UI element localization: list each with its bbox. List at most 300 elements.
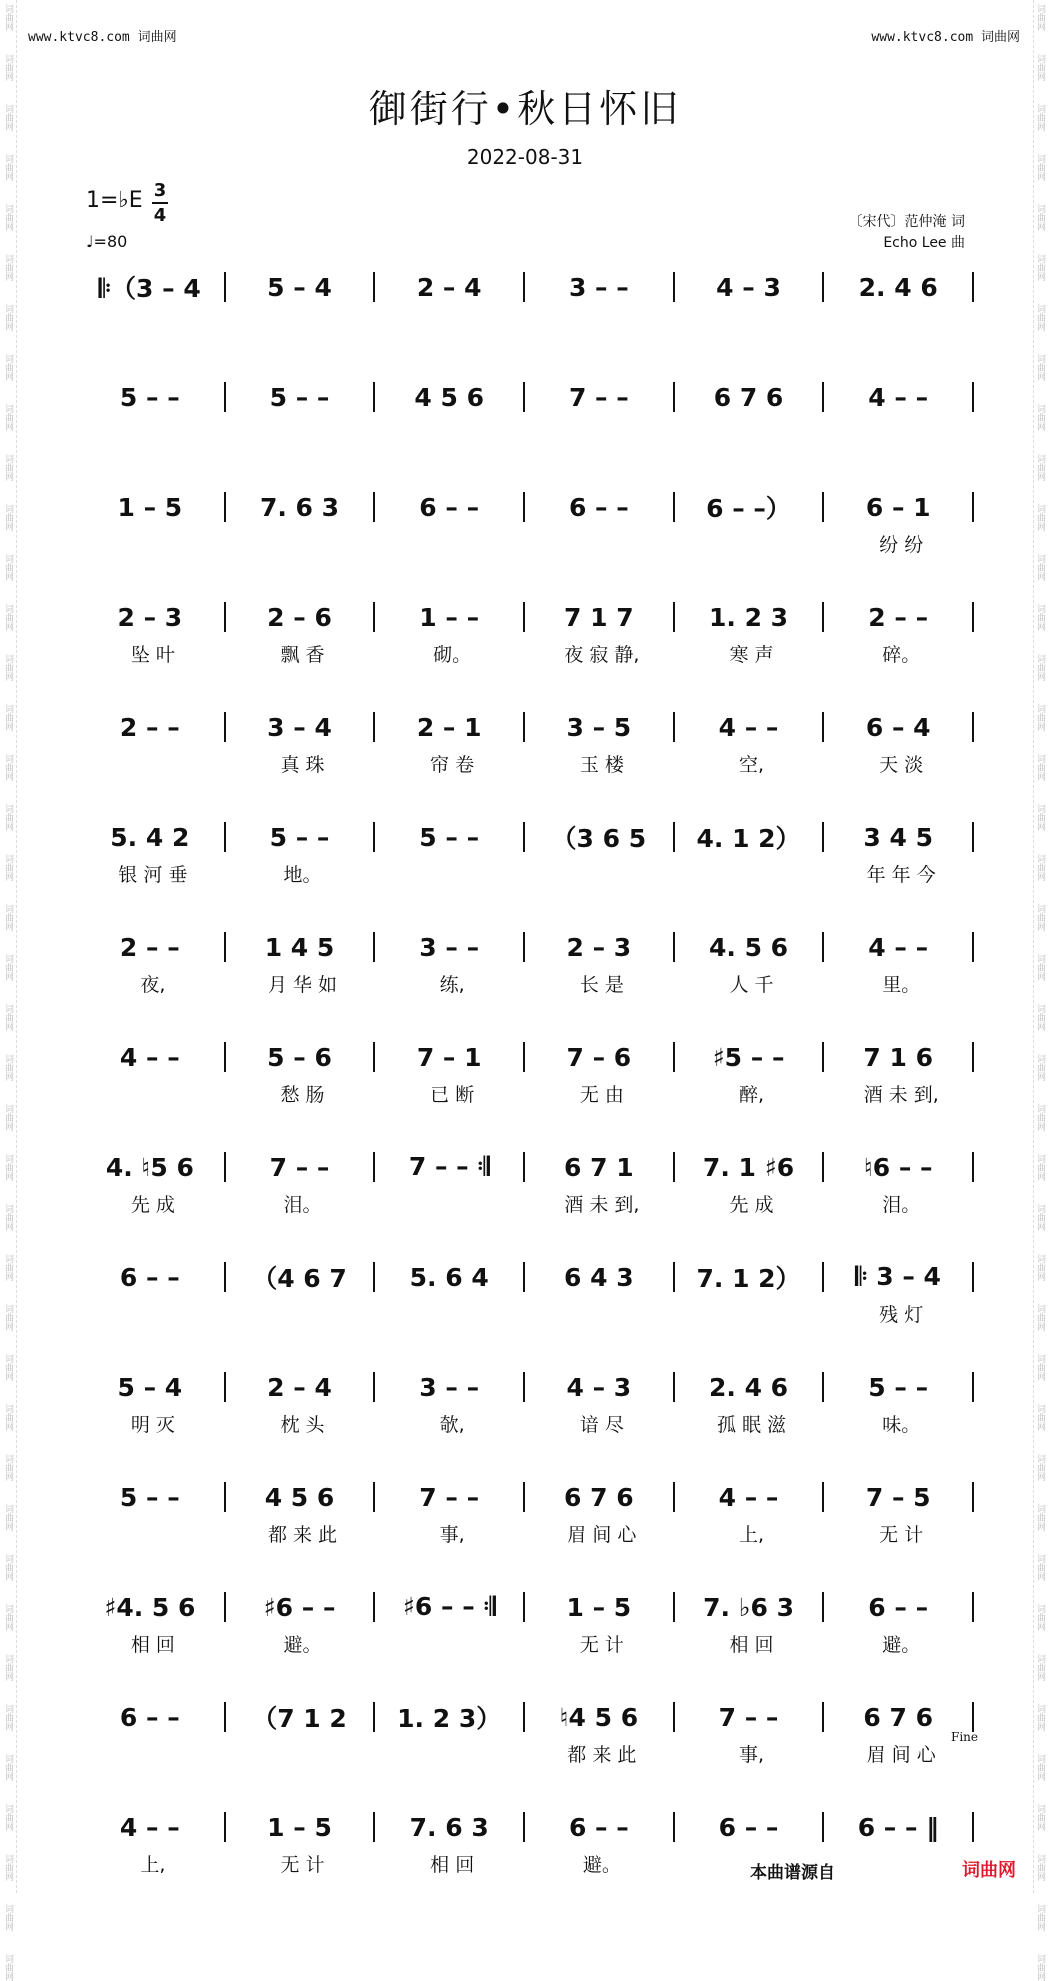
lyrics-row: [78, 1410, 976, 1437]
lyric-segment: [228, 530, 378, 557]
lyric-segment: 先 成: [130, 1194, 175, 1216]
measure: 5 – –: [269, 382, 330, 412]
measure: 5 – 4: [117, 1372, 183, 1402]
barline: [373, 382, 375, 412]
measure: 2 – –: [119, 712, 180, 742]
lyric-segment: 上,: [739, 1524, 765, 1546]
barline: [822, 1152, 824, 1182]
measure: 6 7 1: [564, 1152, 634, 1182]
lyric-segment: [677, 1300, 827, 1327]
watermark-text: 词曲网: [3, 1204, 13, 1231]
lyric-segment: 无 计: [579, 1634, 624, 1656]
measure: ♯6 – – 𝄇: [402, 1592, 496, 1621]
composer-credit: Echo Lee 曲: [883, 235, 965, 251]
watermark-text: 词曲网: [1035, 1504, 1045, 1531]
watermark-text: 词曲网: [3, 1804, 13, 1831]
watermark-text: 词曲网: [3, 154, 13, 181]
watermark-text: 词曲网: [3, 1904, 13, 1931]
barline: [822, 1592, 824, 1622]
barline: [972, 382, 974, 412]
barline: [224, 1372, 226, 1402]
barline: [523, 602, 525, 632]
watermark-text: 词曲网: [3, 1004, 13, 1031]
watermark-text: 词曲网: [3, 854, 13, 881]
barline: [373, 1262, 375, 1292]
lyric-segment: 醉,: [739, 1084, 765, 1106]
watermark-text: 词曲网: [3, 904, 13, 931]
footer-site-link[interactable]: 词曲网: [962, 1860, 1016, 1881]
lyric-segment: 人 千: [729, 974, 774, 996]
measure: 6 – –: [868, 1592, 929, 1622]
barline: [673, 1152, 675, 1182]
lyrics-row: [78, 1300, 976, 1327]
notes-row: [78, 1590, 976, 1624]
barline: [822, 712, 824, 742]
watermark-text: 词曲网: [1035, 754, 1045, 781]
barline: [972, 1592, 974, 1622]
measure: 4 – –: [119, 1812, 180, 1842]
watermark-text: 词曲网: [1035, 604, 1045, 631]
barline: [822, 1372, 824, 1402]
watermark-text: 词曲网: [1035, 554, 1045, 581]
watermark-text: 词曲网: [3, 1754, 13, 1781]
right-watermark-strip: [1033, 0, 1048, 1981]
barline: [822, 1042, 824, 1072]
watermark-text: 词曲网: [1035, 1954, 1045, 1981]
lyric-segment: 已 断: [430, 1084, 475, 1106]
lyric-segment: 都 来 此: [267, 1524, 338, 1546]
lyric-segment: 酒 未 到,: [564, 1194, 640, 1216]
measure: 6 7 6: [713, 382, 784, 412]
measure: 2 – 3: [566, 932, 632, 962]
watermark-text: 词曲网: [1035, 1054, 1045, 1081]
barline: [822, 1812, 824, 1842]
barline: [224, 1592, 226, 1622]
barline: [224, 1812, 226, 1842]
lyrics-row: [78, 1520, 976, 1547]
barline: [673, 932, 675, 962]
lyric-segment: [377, 860, 527, 887]
barline: [523, 822, 525, 852]
measure: 5 – –: [119, 382, 180, 412]
meter-top: 3: [153, 180, 167, 201]
measure: 4 – 3: [566, 1372, 632, 1402]
barline: [373, 1152, 375, 1182]
barline: [224, 492, 226, 522]
lyric-segment: 练,: [439, 974, 465, 996]
lyric-segment: [527, 530, 677, 557]
watermark-text: 词曲网: [3, 1354, 13, 1381]
lyric-segment: [377, 1300, 527, 1327]
watermark-text: 词曲网: [1035, 1304, 1045, 1331]
watermark-text: 词曲网: [3, 1454, 13, 1481]
measure: （3 6 5: [551, 824, 647, 853]
watermark-text: 词曲网: [1035, 4, 1045, 31]
watermark-text: 词曲网: [3, 1954, 13, 1981]
key-signature: 1=♭E: [86, 188, 143, 213]
lyric-segment: 眉 间 心: [866, 1744, 936, 1766]
watermark-text: 词曲网: [3, 1704, 13, 1731]
measure: 2. 4 6: [858, 272, 938, 302]
lyric-segment: [377, 1190, 527, 1217]
notes-row: [78, 600, 976, 634]
lyric-segment: 欹,: [439, 1414, 465, 1436]
barline: [972, 272, 974, 302]
measure: 2 – 6: [267, 602, 332, 632]
header-right-site[interactable]: www.ktvc8.com 词曲网: [871, 30, 1020, 45]
measure: （4 6 7: [252, 1264, 347, 1293]
lyric-segment: 相 回: [430, 1854, 475, 1876]
measure: 4 5 6: [414, 382, 484, 412]
barline: [523, 272, 525, 302]
lyric-segment: [78, 1520, 228, 1547]
measure: 1 – 5: [566, 1592, 632, 1622]
barline: [822, 1482, 824, 1512]
barline: [972, 1372, 974, 1402]
lyrics-row: [78, 1740, 976, 1767]
watermark-text: 词曲网: [1035, 354, 1045, 381]
lyric-segment: 寒 声: [729, 644, 774, 666]
lyric-segment: 银 河 垂: [118, 864, 188, 886]
measure: 𝄆 3 – 4: [855, 1262, 941, 1291]
lyrics-row: [78, 860, 976, 887]
credits: [849, 212, 965, 254]
watermark-text: 词曲网: [1035, 1754, 1045, 1781]
barline: [972, 1702, 974, 1732]
measure: 1. 2 3: [708, 602, 789, 632]
barline: [523, 1152, 525, 1182]
watermark-text: 词曲网: [3, 1304, 13, 1331]
barline: [523, 1262, 525, 1292]
measure: 7 1 6: [863, 1042, 933, 1072]
notes-row: [78, 1150, 976, 1184]
measure: 4 – –: [868, 932, 929, 962]
measure: 2. 4 6: [708, 1372, 789, 1402]
barline: [972, 712, 974, 742]
barline: [673, 712, 675, 742]
barline: [972, 1042, 974, 1072]
measure: 7. 6 3: [259, 492, 340, 522]
lyric-segment: 味。: [882, 1414, 921, 1436]
watermark-text: 词曲网: [3, 404, 13, 431]
measure: 6 – 1: [865, 492, 931, 522]
notes-row: [78, 1040, 976, 1074]
lyric-segment: 无 由: [579, 1084, 624, 1106]
watermark-text: 词曲网: [3, 504, 13, 531]
measure: 7 – 6: [566, 1042, 632, 1072]
measure: 5 – 4: [267, 272, 332, 302]
lyric-segment: [228, 1300, 378, 1327]
measure: 7 – –: [718, 1702, 779, 1732]
barline: [822, 272, 824, 302]
measure: 7. 1 2）: [696, 1264, 801, 1293]
lyric-segment: 夜,: [140, 974, 166, 996]
barline: [972, 1812, 974, 1842]
barline: [673, 272, 675, 302]
watermark-text: 词曲网: [1035, 154, 1045, 181]
lyric-segment: 长 是: [579, 974, 624, 996]
lyric-segment: 帘 卷: [430, 754, 475, 776]
measure: ♮6 – –: [863, 1152, 933, 1182]
barline: [224, 382, 226, 412]
watermark-text: 词曲网: [1035, 1604, 1045, 1631]
watermark-text: 词曲网: [1035, 1454, 1045, 1481]
measure: 2 – –: [868, 602, 929, 632]
measure: 7 – –: [568, 382, 629, 412]
lyric-segment: [527, 1300, 677, 1327]
notes-row: [78, 1370, 976, 1404]
lyrics-row: [78, 970, 976, 997]
measure: 2 – 1: [416, 712, 482, 742]
barline: [373, 1482, 375, 1512]
lyric-segment: 天 淡: [879, 754, 924, 776]
tempo-marking: ♩=80: [86, 232, 128, 251]
lyric-segment: [826, 1850, 976, 1877]
barline: [822, 822, 824, 852]
lyric-segment: 年 年 今: [866, 864, 936, 886]
lyric-segment: [78, 750, 228, 777]
watermark-text: 词曲网: [1035, 1154, 1045, 1181]
measure: 7 – – 𝄇: [408, 1152, 490, 1181]
watermark-text: 词曲网: [3, 554, 13, 581]
lyric-segment: 无 计: [879, 1524, 924, 1546]
barline: [972, 1482, 974, 1512]
measure: ♯4. 5 6: [104, 1592, 196, 1622]
measure: 6 7 6: [564, 1482, 634, 1512]
measure: 1 – 5: [267, 1812, 332, 1842]
lyrics-row: [78, 1850, 976, 1877]
lyric-segment: [78, 1740, 228, 1767]
watermark-text: 词曲网: [1035, 104, 1045, 131]
lyrics-row: [78, 1630, 976, 1657]
measure: 6 – –）: [706, 494, 791, 523]
lyric-segment: 夜 寂 静,: [564, 644, 640, 666]
measure: 4 – –: [718, 1482, 779, 1512]
watermark-text: 词曲网: [3, 1104, 13, 1131]
lyric-segment: 相 回: [729, 1634, 774, 1656]
watermark-text: 词曲网: [3, 604, 13, 631]
song-date: 2022-08-31: [466, 145, 584, 169]
barline: [822, 932, 824, 962]
notes-row: [78, 490, 976, 524]
watermark-text: 词曲网: [3, 804, 13, 831]
barline: [373, 712, 375, 742]
watermark-text: 词曲网: [1035, 1004, 1045, 1031]
barline: [523, 1812, 525, 1842]
measure: 7 – –: [419, 1482, 480, 1512]
watermark-text: 词曲网: [3, 204, 13, 231]
header-left-site[interactable]: www.ktvc8.com 词曲网: [28, 30, 177, 45]
barline: [972, 822, 974, 852]
watermark-text: 词曲网: [3, 4, 13, 31]
barline: [224, 712, 226, 742]
measure: 7 – 5: [865, 1482, 931, 1512]
watermark-text: 词曲网: [3, 1154, 13, 1181]
measure: 2 – –: [119, 932, 180, 962]
measure: 5 – –: [419, 822, 480, 852]
watermark-text: 词曲网: [3, 354, 13, 381]
watermark-text: 词曲网: [3, 54, 13, 81]
measure: 6 – – ‖: [857, 1812, 939, 1842]
barline: [972, 932, 974, 962]
barline: [373, 1372, 375, 1402]
measure: 5 – –: [119, 1482, 180, 1512]
barline: [373, 1042, 375, 1072]
watermark-text: 词曲网: [1035, 654, 1045, 681]
barline: [972, 1262, 974, 1292]
measure: 3 – 4: [267, 712, 332, 742]
barline: [523, 1042, 525, 1072]
barline: [673, 1592, 675, 1622]
lyric-segment: 纷 纷: [879, 534, 924, 556]
lyric-segment: 泪。: [283, 1194, 322, 1216]
barline: [224, 272, 226, 302]
barline: [523, 382, 525, 412]
watermark-text: 词曲网: [1035, 204, 1045, 231]
lyrics-row: [78, 750, 976, 777]
lyric-segment: 砌。: [433, 644, 472, 666]
watermark-text: 词曲网: [3, 1254, 13, 1281]
barline: [972, 1152, 974, 1182]
measure: （7 1 2: [252, 1704, 347, 1733]
measure: 1 – –: [419, 602, 480, 632]
measure: ♯6 – –: [263, 1592, 336, 1622]
measure: 7. ♭6 3: [703, 1592, 794, 1622]
lyric-segment: [228, 1740, 378, 1767]
barline: [822, 1702, 824, 1732]
watermark-text: 词曲网: [1035, 1404, 1045, 1431]
barline: [224, 1262, 226, 1292]
watermark-text: 词曲网: [3, 1054, 13, 1081]
lyric-segment: 都 来 此: [567, 1744, 637, 1766]
barline: [224, 1042, 226, 1072]
measure: 2 – 3: [117, 602, 183, 632]
notes-row: [78, 1260, 976, 1294]
time-signature: [152, 180, 168, 226]
barline: [673, 492, 675, 522]
barline: [673, 1262, 675, 1292]
measure: 5. 6 4: [409, 1262, 489, 1292]
lyric-segment: [677, 860, 827, 887]
watermark-text: 词曲网: [1035, 1704, 1045, 1731]
barline: [673, 1372, 675, 1402]
watermark-text: 词曲网: [1035, 1554, 1045, 1581]
measure: 5 – –: [868, 1372, 929, 1402]
song-title: 御街行•秋日怀旧: [368, 87, 682, 131]
measure: 6 – 4: [865, 712, 931, 742]
barline: [673, 1812, 675, 1842]
lyric-segment: 真 珠: [280, 754, 325, 776]
measure: 4 – –: [868, 382, 929, 412]
watermark-text: 词曲网: [3, 1604, 13, 1631]
lyric-segment: 明 灭: [130, 1414, 175, 1436]
lyric-segment: [677, 530, 827, 557]
footer-source-label: 本曲谱源自: [750, 1863, 835, 1883]
watermark-text: 词曲网: [1035, 1654, 1045, 1681]
lyric-segment: 避。: [283, 1634, 322, 1656]
watermark-text: 词曲网: [1035, 1254, 1045, 1281]
barline: [523, 932, 525, 962]
barline: [373, 932, 375, 962]
watermark-text: 词曲网: [3, 654, 13, 681]
lyric-segment: [377, 1630, 527, 1657]
measure: 4 5 6: [264, 1482, 335, 1512]
barline: [972, 602, 974, 632]
barline: [373, 1812, 375, 1842]
watermark-text: 词曲网: [3, 304, 13, 331]
measure: 6 – –: [718, 1812, 779, 1842]
measure: 1 – 5: [117, 492, 183, 522]
lyric-segment: 碎。: [882, 644, 921, 666]
barline: [822, 382, 824, 412]
barline: [673, 822, 675, 852]
lyric-segment: 眉 间 心: [567, 1524, 637, 1546]
watermark-text: 词曲网: [1035, 1904, 1045, 1931]
measure: 6 – –: [119, 1262, 180, 1292]
barline: [523, 1482, 525, 1512]
measure: 6 4 3: [564, 1262, 634, 1292]
barline: [373, 1702, 375, 1732]
barline: [673, 382, 675, 412]
barline: [224, 602, 226, 632]
watermark-text: 词曲网: [1035, 1204, 1045, 1231]
lyric-segment: 谙 尽: [579, 1414, 624, 1436]
lyric-segment: 避。: [582, 1854, 621, 1876]
barline: [224, 1702, 226, 1732]
measure: 3 – 5: [566, 712, 632, 742]
lyric-segment: 事,: [439, 1524, 465, 1546]
measure: 3 – –: [419, 932, 480, 962]
notes-row: [78, 1700, 976, 1734]
barline: [373, 1592, 375, 1622]
barline: [822, 492, 824, 522]
measure: 4 – 3: [716, 272, 781, 302]
lyric-segment: 枕 头: [280, 1414, 325, 1436]
meter-bottom: 4: [153, 205, 167, 226]
measure: ♮4 5 6: [559, 1702, 639, 1732]
watermark-text: 词曲网: [3, 254, 13, 281]
lyrics-row: [78, 530, 976, 557]
watermark-text: 词曲网: [3, 954, 13, 981]
barline: [373, 492, 375, 522]
lyric-segment: 愁 肠: [280, 1084, 325, 1106]
lyric-segment: [78, 1080, 228, 1107]
watermark-text: 词曲网: [1035, 1354, 1045, 1381]
barline: [224, 1482, 226, 1512]
lyric-segment: [377, 530, 527, 557]
notes-row: [78, 820, 976, 854]
watermark-text: 词曲网: [3, 104, 13, 131]
measure: 6 – –: [568, 1812, 629, 1842]
barline: [523, 1702, 525, 1732]
notes-row: [78, 930, 976, 964]
watermark-text: 词曲网: [1035, 1854, 1045, 1881]
watermark-text: 词曲网: [1035, 1804, 1045, 1831]
fine-marking: Fine: [951, 1730, 978, 1744]
lyric-segment: 孤 眠 滋: [716, 1414, 787, 1436]
measure: 4 – –: [718, 712, 779, 742]
lyric-segment: 泪。: [882, 1194, 921, 1216]
lyric-segment: 上,: [140, 1854, 166, 1876]
notes-row: [78, 710, 976, 744]
measure: 1 4 5: [264, 932, 335, 962]
barline: [822, 1262, 824, 1292]
barline: [373, 272, 375, 302]
measure: 7. 1 ♯6: [702, 1152, 795, 1182]
measure: 5 – –: [269, 822, 330, 852]
lyric-segment: [527, 860, 677, 887]
lyrics-row: [78, 1080, 976, 1107]
